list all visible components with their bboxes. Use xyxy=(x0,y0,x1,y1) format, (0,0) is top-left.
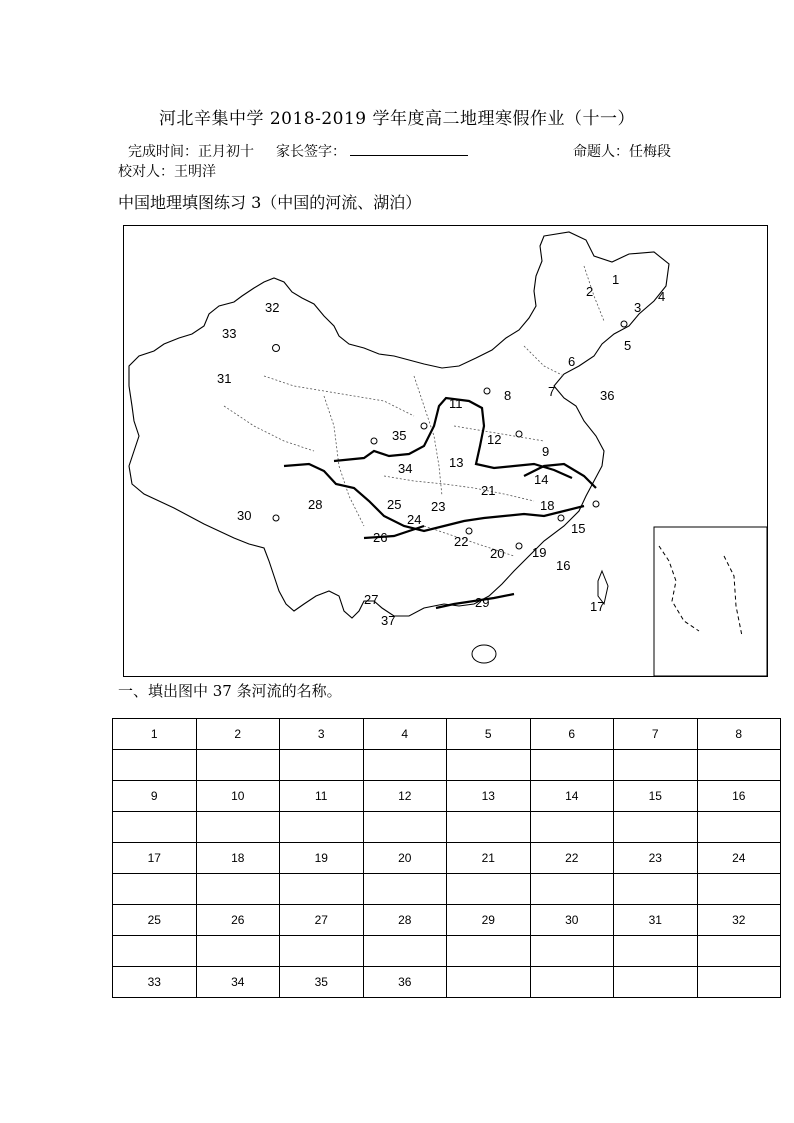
number-row xyxy=(113,905,781,936)
river-label-9: 9 xyxy=(542,444,550,459)
answer-row xyxy=(113,750,781,781)
answer-cell[interactable] xyxy=(363,936,447,967)
river-label-24: 24 xyxy=(407,512,422,527)
river-label-5: 5 xyxy=(624,338,632,353)
river-label-21: 21 xyxy=(481,483,496,498)
number-cell: 23 xyxy=(614,843,698,874)
answer-cell[interactable] xyxy=(196,874,280,905)
map-inset xyxy=(654,527,767,676)
proofreader: 校对人：王明洋 xyxy=(118,164,216,180)
river-label-15: 15 xyxy=(571,521,586,536)
number-cell: 10 xyxy=(196,781,280,812)
number-cell: 28 xyxy=(363,905,447,936)
number-cell: 29 xyxy=(447,905,531,936)
answer-cell[interactable] xyxy=(113,750,197,781)
number-cell: 20 xyxy=(363,843,447,874)
river-label-14: 14 xyxy=(534,472,549,487)
answer-cell[interactable] xyxy=(530,936,614,967)
answer-cell[interactable] xyxy=(280,750,364,781)
river-label-31: 31 xyxy=(217,371,232,386)
river-label-34: 34 xyxy=(398,461,413,476)
answer-cell[interactable] xyxy=(196,812,280,843)
river-label-28: 28 xyxy=(308,497,323,512)
river-label-4: 4 xyxy=(658,289,666,304)
river-label-23: 23 xyxy=(431,499,446,514)
answer-cell[interactable] xyxy=(614,812,698,843)
number-row xyxy=(113,781,781,812)
number-cell: 12 xyxy=(363,781,447,812)
answer-cell[interactable] xyxy=(447,812,531,843)
answer-cell[interactable] xyxy=(363,812,447,843)
answer-cell[interactable] xyxy=(447,750,531,781)
number-row xyxy=(113,719,781,750)
number-cell: 30 xyxy=(530,905,614,936)
number-cell: 21 xyxy=(447,843,531,874)
number-cell: 16 xyxy=(697,781,781,812)
river-label-33: 33 xyxy=(222,326,237,341)
number-cell: 27 xyxy=(280,905,364,936)
number-cell xyxy=(530,967,614,998)
exercise-subtitle: 中国地理填图练习 3（中国的河流、湖泊） xyxy=(118,193,422,212)
number-cell: 36 xyxy=(363,967,447,998)
river-label-37: 37 xyxy=(381,613,396,628)
river-label-18: 18 xyxy=(540,498,555,513)
number-cell: 18 xyxy=(196,843,280,874)
river-label-17: 17 xyxy=(590,599,605,614)
number-cell: 31 xyxy=(614,905,698,936)
number-cell xyxy=(614,967,698,998)
answer-cell[interactable] xyxy=(697,812,781,843)
number-cell xyxy=(447,967,531,998)
answer-cell[interactable] xyxy=(530,750,614,781)
river-label-1: 1 xyxy=(612,272,620,287)
answer-cell[interactable] xyxy=(697,750,781,781)
answer-cell[interactable] xyxy=(196,750,280,781)
number-cell: 6 xyxy=(530,719,614,750)
number-cell: 7 xyxy=(614,719,698,750)
answer-cell[interactable] xyxy=(363,750,447,781)
number-row xyxy=(113,843,781,874)
river-label-12: 12 xyxy=(487,432,502,447)
number-cell: 17 xyxy=(113,843,197,874)
river-label-32: 32 xyxy=(265,300,280,315)
number-cell: 1 xyxy=(113,719,197,750)
river-label-8: 8 xyxy=(504,388,512,403)
river-label-35: 35 xyxy=(392,428,407,443)
answer-row xyxy=(113,812,781,843)
number-cell: 19 xyxy=(280,843,364,874)
number-cell: 14 xyxy=(530,781,614,812)
answer-cell[interactable] xyxy=(614,936,698,967)
river-label-16: 16 xyxy=(556,558,571,573)
answer-row xyxy=(113,874,781,905)
river-number-labels xyxy=(217,272,665,628)
answer-cell[interactable] xyxy=(697,874,781,905)
river-label-11: 11 xyxy=(449,396,463,411)
number-cell: 26 xyxy=(196,905,280,936)
number-cell: 8 xyxy=(697,719,781,750)
answer-cell[interactable] xyxy=(614,874,698,905)
answer-cell[interactable] xyxy=(280,874,364,905)
answer-table xyxy=(112,718,781,998)
answer-cell[interactable] xyxy=(447,874,531,905)
answer-cell[interactable] xyxy=(113,812,197,843)
answer-cell[interactable] xyxy=(280,936,364,967)
number-cell: 3 xyxy=(280,719,364,750)
number-row xyxy=(113,967,781,998)
number-cell: 22 xyxy=(530,843,614,874)
number-cell: 34 xyxy=(196,967,280,998)
answer-cell[interactable] xyxy=(113,936,197,967)
number-cell: 4 xyxy=(363,719,447,750)
number-cell: 2 xyxy=(196,719,280,750)
number-cell: 11 xyxy=(280,781,364,812)
answer-cell[interactable] xyxy=(697,936,781,967)
river-label-30: 30 xyxy=(237,508,252,523)
page-title: 河北辛集中学 2018-2019 学年度高二地理寒假作业（十一） xyxy=(158,109,636,129)
answer-cell[interactable] xyxy=(447,936,531,967)
parent-signature-label: 家长签字： xyxy=(276,144,346,160)
river-label-22: 22 xyxy=(454,534,469,549)
river-label-29: 29 xyxy=(475,595,490,610)
answer-cell[interactable] xyxy=(530,812,614,843)
river-label-20: 20 xyxy=(490,546,505,561)
number-cell: 35 xyxy=(280,967,364,998)
river-label-6: 6 xyxy=(568,354,576,369)
river-label-27: 27 xyxy=(364,592,379,607)
answer-cell[interactable] xyxy=(113,874,197,905)
number-cell xyxy=(697,967,781,998)
islands xyxy=(472,571,608,663)
author: 命题人：任梅段 xyxy=(573,144,671,160)
river-label-3: 3 xyxy=(634,300,642,315)
answer-cell[interactable] xyxy=(196,936,280,967)
completion-time: 完成时间：正月初十 xyxy=(128,144,254,160)
number-cell: 15 xyxy=(614,781,698,812)
river-label-19: 19 xyxy=(532,545,547,560)
number-cell: 24 xyxy=(697,843,781,874)
answer-cell[interactable] xyxy=(614,750,698,781)
number-cell: 13 xyxy=(447,781,531,812)
river-label-7: 7 xyxy=(548,384,556,399)
number-cell: 25 xyxy=(113,905,197,936)
river-label-13: 13 xyxy=(449,455,464,470)
river-label-26: 26 xyxy=(373,530,388,545)
parent-signature-line xyxy=(350,143,468,156)
river-label-2: 2 xyxy=(586,284,594,299)
completion-info xyxy=(128,141,468,161)
river-label-36: 36 xyxy=(600,388,615,403)
answer-cell[interactable] xyxy=(530,874,614,905)
river-label-25: 25 xyxy=(387,497,402,512)
china-river-map xyxy=(123,225,768,677)
number-cell: 33 xyxy=(113,967,197,998)
number-cell: 5 xyxy=(447,719,531,750)
number-cell: 9 xyxy=(113,781,197,812)
answer-row xyxy=(113,936,781,967)
number-cell: 32 xyxy=(697,905,781,936)
answer-cell[interactable] xyxy=(363,874,447,905)
answer-cell[interactable] xyxy=(280,812,364,843)
question-1: 一、填出图中 37 条河流的名称。 xyxy=(118,682,342,700)
